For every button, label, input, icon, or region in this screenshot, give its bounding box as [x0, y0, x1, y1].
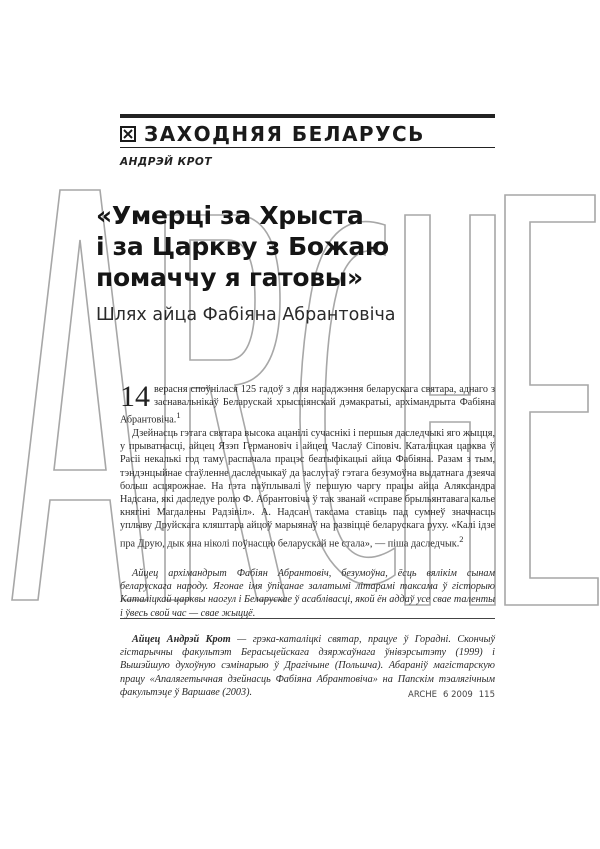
footer-journal: ARCHE [408, 690, 438, 700]
body-paragraph [120, 380, 495, 427]
page-footer [393, 690, 495, 700]
section-top-rule [120, 114, 495, 118]
article-title [96, 200, 496, 293]
paragraph-text: верасня споўнілася 125 гадоў з дня нараджэння беларускага святара, аднаго з заснавальнікаў Беларускай хрысціянскай дэмакратыі, архімандрыта Фабіяна Абрантовіча. [120, 384, 495, 426]
body-paragraph [120, 427, 495, 550]
pull-quote: Айцец архімандрыт Фабіян Абрантовіч, безумоўна, ёсць вялікім сынам беларускага народу. Ягонае імя ўпісанае залатымі літарамі таксама ў гісторыю Каталіцкай царквы наогул і Беларускае ў асаблівасці, якой ён аддаў усе свае таленты і ўвесь свой час — свае жыццё. [120, 568, 495, 619]
title-line: помаччу я гатовы» [96, 263, 363, 292]
footer-issue: 6 2009 [443, 690, 473, 700]
square-emblem-icon [120, 126, 136, 142]
section-bottom-rule [120, 147, 495, 148]
title-line: і за Царкву з Божаю [96, 232, 389, 261]
author-bio [120, 618, 495, 699]
section-heading [120, 122, 495, 144]
bio-name: Айцец Андрэй Крот [132, 634, 231, 645]
paragraph-text: Дзейнасць гэтага святара высока ацанілі сучаснікі і першыя даследчыкі яго жыцця, у прыватнасці, айцец Язэп Германовіч і айцец Часлаў Сіповіч. Каталіцкая царква ў Расіі некалькі год таму распачала працэс беатыфікацыі айца Фабіяна. Разам з тым, тэндэнцыйнае стаўленне даследчыкаў да заслугаў гэтага безумоўна выдатнага дзеяча больш асцярожнае. На гэта паўплывалі ў першую чаргу працы айца Аляксандра Надсана, які даследуе ролю Ф. Абрантовіча ў так званай «справе брыльянтавага калье княгіні Магдалены Радзівіл». А. Надсан таксама ставіць пад сумнеў значнасць уплыву Друйскага кляштара айцоў марыянаў на развіццё беларускага руху. «Калі ідзе пра Друю, дык яна ніколі поўнасцю беларускай не стала», — піша даследчык. [120, 428, 495, 550]
footnote-mark: 1 [176, 410, 181, 421]
drop-cap: 14 [120, 380, 150, 413]
footnote-mark: 2 [459, 533, 464, 544]
page-number: 115 [478, 690, 495, 700]
article-subtitle: Шлях айца Фабіяна Абрантовіча [96, 305, 396, 325]
article-body [120, 380, 495, 550]
title-line: «Умерці за Хрыста [96, 201, 364, 230]
section-title: ЗАХОДНЯЯ БЕЛАРУСЬ [144, 122, 425, 146]
article-author: АНДРЭЙ КРОТ [120, 156, 212, 168]
bio-text: — грэка-каталіцкі святар, працуе ў Горадні. Скончыў гістарычны факультэт Берасьцейскага дзяржаўнага ўнівэрсытэту (1999) і Вышэйшую духоўную сэмінарыю ў Драгічыне (Польшча). Абараніў магістарскую працу «Апалягетычная дзейнасць Фабіяна Абрантовіча» на Папскім тэалягічным факультэце ў Варшаве (2003). [120, 634, 495, 698]
